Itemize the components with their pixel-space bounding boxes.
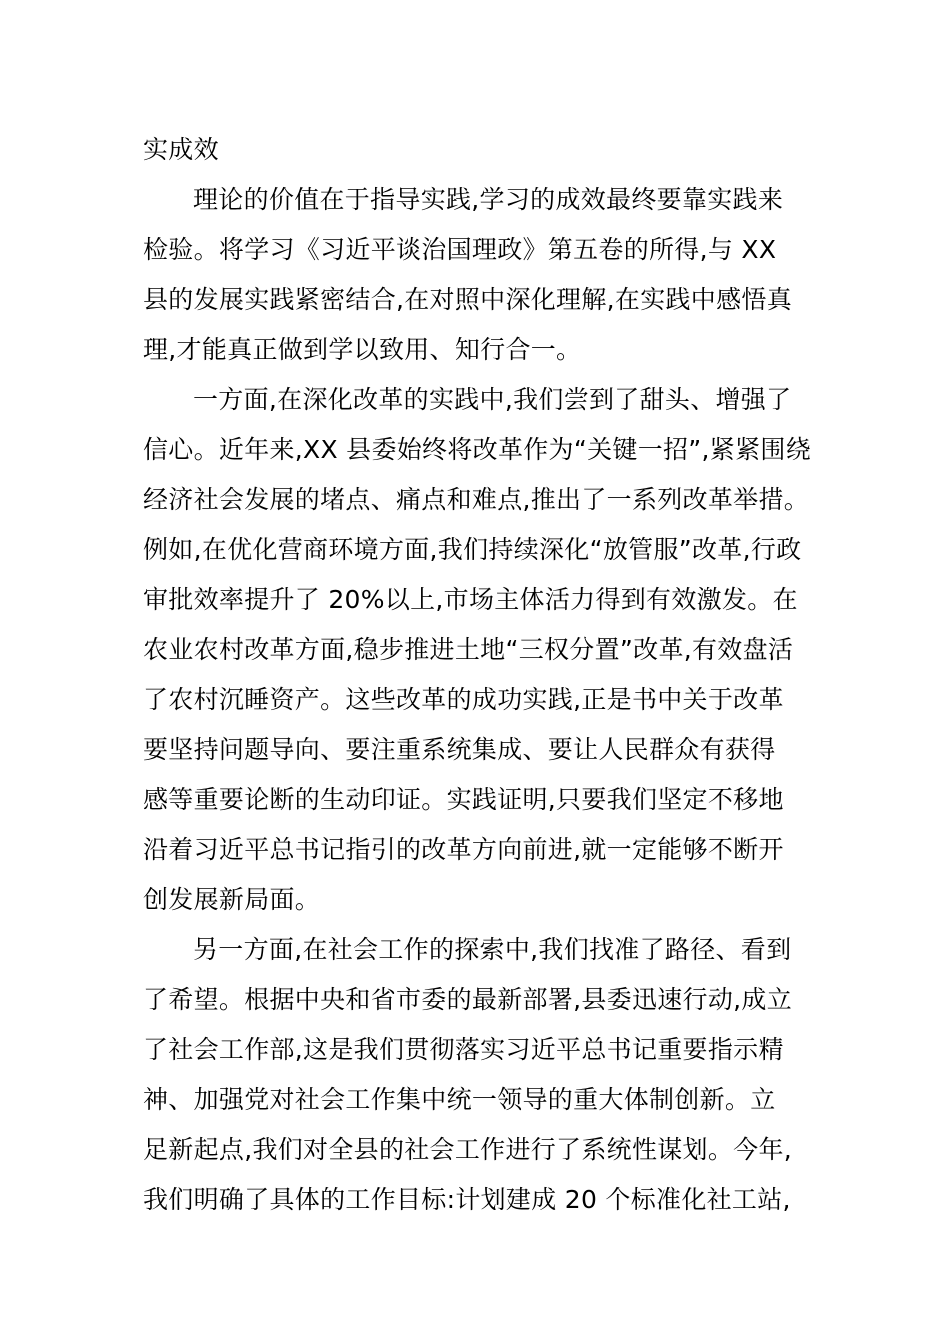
paragraph-2-line-11: 创发展新局面。: [143, 885, 321, 914]
text-line-1: 实成效: [143, 135, 219, 164]
paragraph-2-line-7: 了农村沉睡资产。这些改革的成功实践,正是书中关于改革: [143, 685, 784, 714]
paragraph-2-line-4: 例如,在优化营商环境方面,我们持续深化“放管服”改革,行政: [143, 535, 802, 564]
paragraph-3-line-5: 足新起点,我们对全县的社会工作进行了系统性谋划。今年,: [143, 1135, 792, 1164]
paragraph-2-line-10: 沿着习近平总书记指引的改革方向前进,就一定能够不断开: [143, 835, 784, 864]
paragraph-1-line-2: 检验。将学习《习近平谈治国理政》第五卷的所得,与 XX: [143, 235, 777, 264]
paragraph-2-line-8: 要坚持问题导向、要注重系统集成、要让人民群众有获得: [143, 735, 776, 764]
paragraph-2-line-6: 农业农村改革方面,稳步推进土地“三权分置”改革,有效盘活: [143, 635, 794, 664]
paragraph-2-line-5: 审批效率提升了 20%以上,市场主体活力得到有效激发。在: [143, 585, 798, 614]
paragraph-2-line-3: 经济社会发展的堵点、痛点和难点,推出了一系列改革举措。: [143, 485, 810, 514]
paragraph-3-line-1: 另一方面,在社会工作的探索中,我们找准了路径、看到: [193, 935, 792, 964]
paragraph-2-line-1: 一方面,在深化改革的实践中,我们尝到了甜头、增强了: [193, 385, 792, 414]
paragraph-3-line-3: 了社会工作部,这是我们贯彻落实习近平总书记重要指示精: [143, 1035, 784, 1064]
paragraph-3-line-2: 了希望。根据中央和省市委的最新部署,县委迅速行动,成立: [143, 985, 792, 1014]
paragraph-3-line-6: 我们明确了具体的工作目标:计划建成 20 个标准化社工站,: [143, 1185, 791, 1214]
paragraph-1-line-1: 理论的价值在于指导实践,学习的成效最终要靠实践来: [193, 185, 784, 214]
paragraph-2-line-2: 信心。近年来,XX 县委始终将改革作为“关键一招”,紧紧围绕: [143, 435, 811, 464]
paragraph-2-line-9: 感等重要论断的生动印证。实践证明,只要我们坚定不移地: [143, 785, 784, 814]
paragraph-3-line-4: 神、加强党对社会工作集中统一领导的重大体制创新。立: [143, 1085, 776, 1114]
paragraph-1-line-4: 理,才能真正做到学以致用、知行合一。: [143, 335, 582, 364]
paragraph-1-line-3: 县的发展实践紧密结合,在对照中深化理解,在实践中感悟真: [143, 285, 792, 314]
